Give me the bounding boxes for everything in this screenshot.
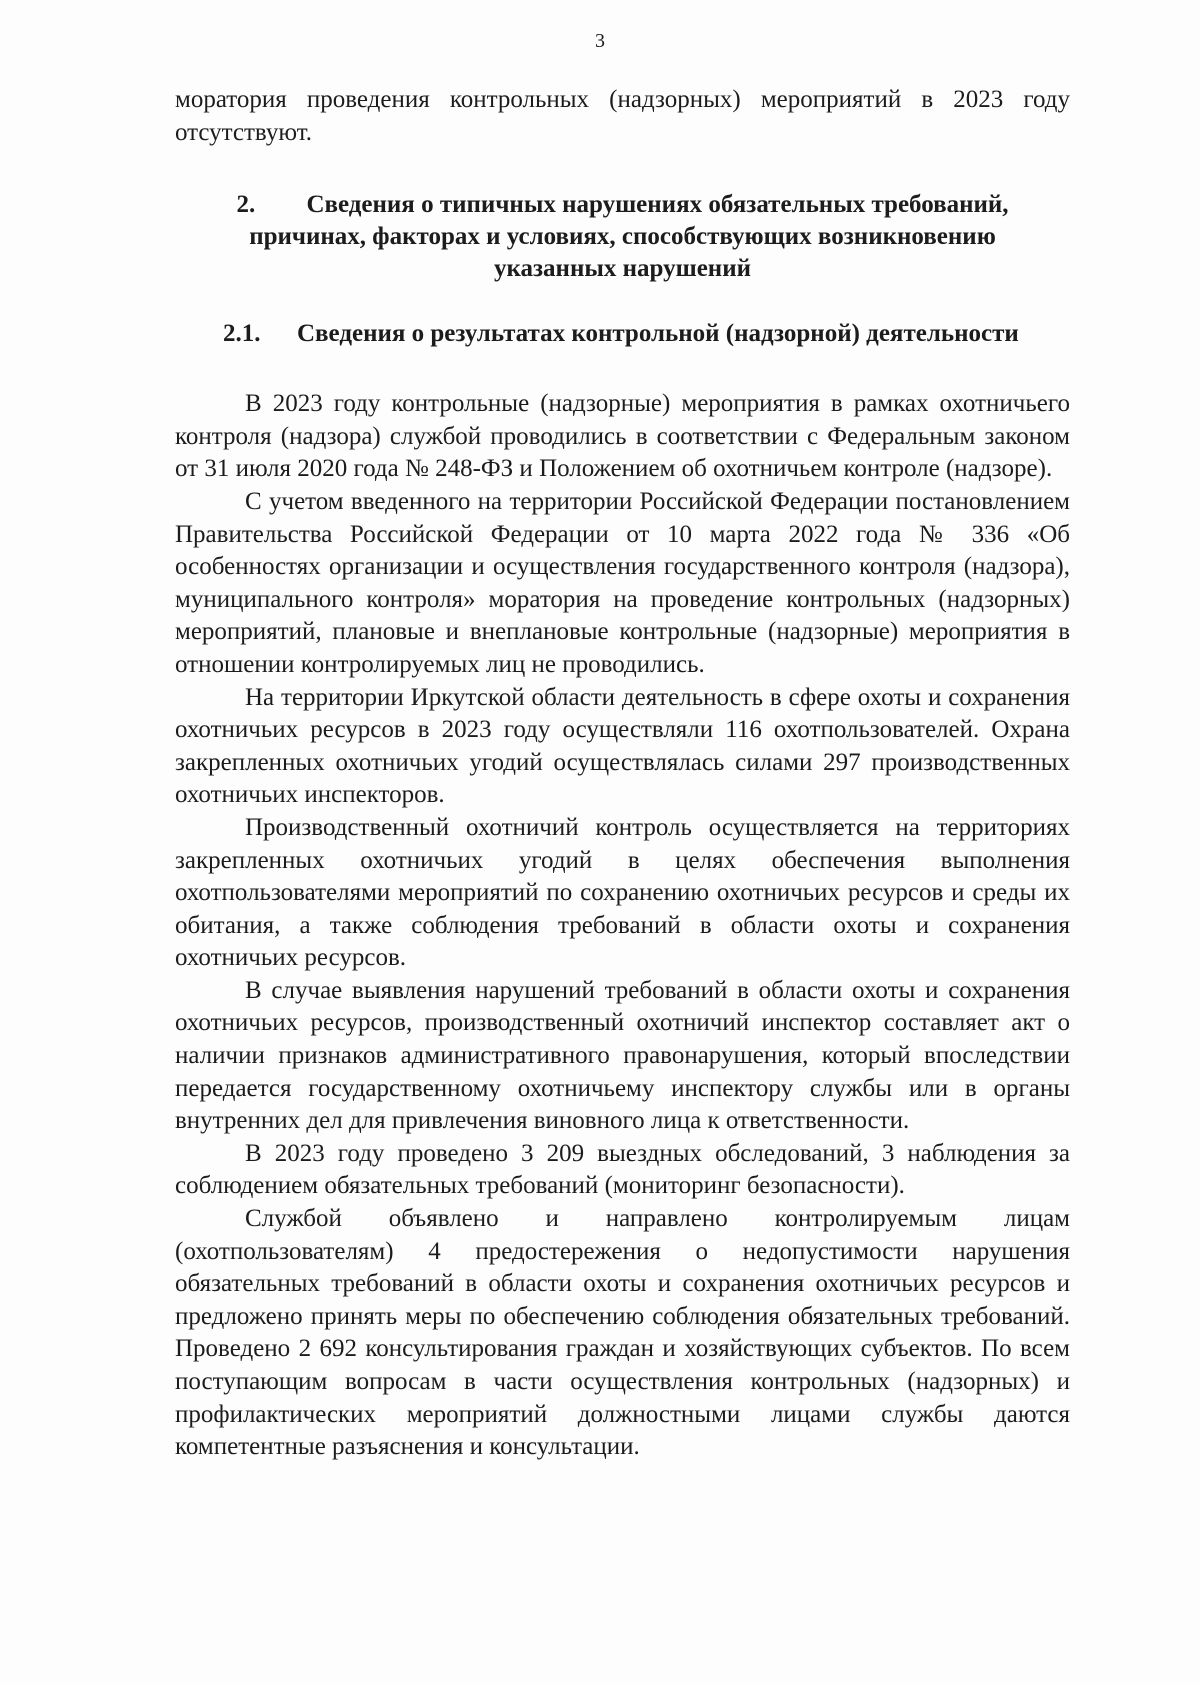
section-number: 2. <box>236 191 256 219</box>
subsection-heading <box>175 318 1070 350</box>
subsection-number: 2.1. <box>223 320 261 348</box>
page-number: 3 <box>595 30 605 52</box>
section-title: Сведения о типичных нарушениях обязательных требований, причинах, факторах и условиях, способствующих возникновению указанных нарушений <box>249 191 1009 283</box>
body-paragraph: На территории Иркутской области деятельность в сфере охоты и сохранения охотничьих ресурсов в 2023 году осуществляли 116 охотпользователей. Охрана закрепленных охотничьих угодий осуществлялась силами 297 производственных охотничьих инспекторов. <box>175 683 1070 809</box>
section-heading <box>175 189 1070 285</box>
body-paragraph: В 2023 году контрольные (надзорные) мероприятия в рамках охотничьего контроля (надзора) службой проводились в соответствии с Федеральным законом от 31 июля 2020 года № 248-ФЗ и Положением об охотничьем контроле (надзоре). <box>175 390 1070 483</box>
page-content <box>175 84 1070 1464</box>
subsection-title: Сведения о результатах контрольной (надзорной) деятельности <box>297 320 1019 348</box>
body-paragraph: С учетом введенного на территории Российской Федерации постановлением Правительства Российской Федерации от 10 марта 2022 года № 336 «Об особенностях организации и осуществления государственного контроля (надзора), муниципального контроля» моратория на проведение контрольных (надзорных) мероприятий, плановые и внеплановые контрольные (надзорные) мероприятия в отношении контролируемых лиц не проводились. <box>175 487 1070 678</box>
intro-paragraph: моратория проведения контрольных (надзорных) мероприятий в 2023 году отсутствуют. <box>175 86 1070 146</box>
body-paragraph: Производственный охотничий контроль осуществляется на территориях закрепленных охотничьих угодий в целях обеспечения выполнения охотпользователями мероприятий по сохранению охотничьих ресурсов и среды их обитания, а также соблюдения требований в области охоты и сохранения охотничьих ресурсов. <box>175 813 1070 972</box>
body-paragraph: В случае выявления нарушений требований в области охоты и сохранения охотничьих ресурсов, производственный охотничий инспектор составляет акт о наличии признаков административного правонарушения, который впоследствии передается государственному охотничьему инспектору службы или в органы внутренних дел для привлечения виновного лица к ответственности. <box>175 976 1070 1135</box>
body-paragraph: В 2023 году проведено 3 209 выездных обследований, 3 наблюдения за соблюдением обязательных требований (мониторинг безопасности). <box>175 1139 1070 1200</box>
body-paragraph: Службой объявлено и направлено контролируемым лицам (охотпользователям) 4 предостережения о недопустимости нарушения обязательных требований в области охоты и сохранения охотничьих ресурсов и предложено принять меры по обеспечению соблюдения обязательных требований. Проведено 2 692 консультирования граждан и хозяйствующих субъектов. По всем поступающим вопросам в части осуществления контрольных (надзорных) и профилактических мероприятий должностными лицами службы даются компетентные разъяснения и консультации. <box>175 1205 1070 1461</box>
